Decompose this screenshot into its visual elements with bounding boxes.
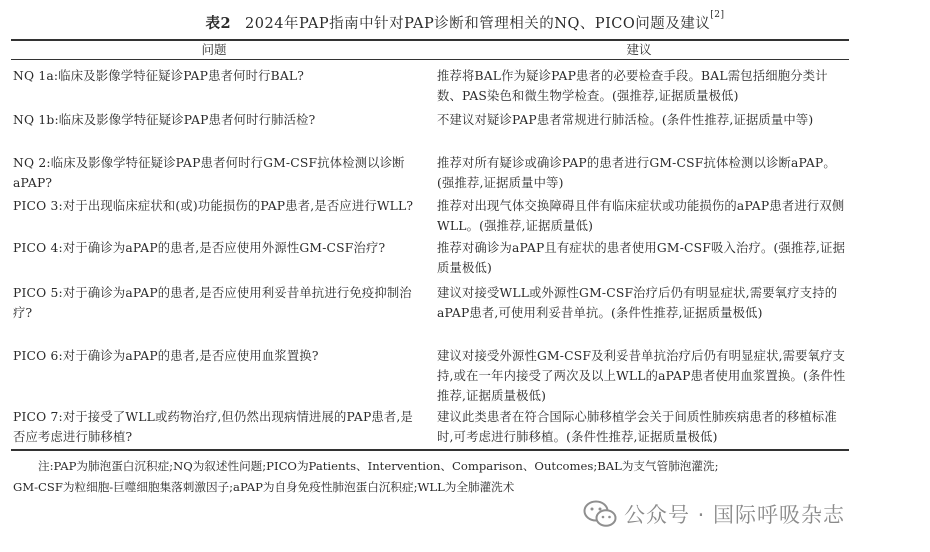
- table-bottom-rule: [11, 449, 849, 451]
- table-reference: [2]: [710, 10, 725, 20]
- row-5-recommendation: 推荐对确诊为aPAP且有症状的患者使用GM-CSF吸入治疗。(强推荐,证据质量极低): [437, 241, 846, 275]
- row-7-question: PICO 6:对于确诊为aPAP的患者,是否应使用血浆置换?: [13, 349, 319, 363]
- row-6-question: PICO 5:对于确诊为aPAP的患者,是否应使用利妥昔单抗进行免疫抑制治疗?: [13, 286, 412, 320]
- watermark: [583, 498, 845, 530]
- column-header-question: 问题: [201, 42, 227, 57]
- table-title: 2024年PAP指南中针对PAP诊断和管理相关的NQ、PICO问题及建议: [245, 16, 711, 32]
- watermark-text: 公众号 · 国际呼吸杂志: [624, 503, 846, 527]
- table-note-line-1: 注:PAP为肺泡蛋白沉积症;NQ为叙述性问题;PICO为Patients、Intervention、Comparison、Outcomes;BAL为支气管肺泡灌洗;: [38, 459, 719, 473]
- row-6-recommendation: 建议对接受WLL或外源性GM-CSF治疗后仍有明显症状,需要氧疗支持的aPAP患者,可使用利妥昔单抗。(条件性推荐,证据质量极低): [437, 286, 838, 320]
- row-8-recommendation: 建议此类患者在符合国际心肺移植学会关于间质性肺疾病患者的移植标准时,可考虑进行肺移植。(条件性推荐,证据质量极低): [437, 410, 837, 444]
- row-2-question: NQ 1b:临床及影像学特征疑诊PAP患者何时行肺活检?: [13, 113, 316, 127]
- table-caption: [0, 12, 930, 33]
- row-1-recommendation: 推荐将BAL作为疑诊PAP患者的必要检查手段。BAL需包括细胞分类计数、PAS染色和微生物学检查。(强推荐,证据质量极低): [437, 69, 828, 103]
- row-1-question: NQ 1a:临床及影像学特征疑诊PAP患者何时行BAL?: [13, 69, 305, 83]
- row-3-question: NQ 2:临床及影像学特征疑诊PAP患者何时行GM-CSF抗体检测以诊断aPAP?: [13, 156, 405, 190]
- row-5-question: PICO 4:对于确诊为aPAP的患者,是否应使用外源性GM-CSF治疗?: [13, 241, 386, 255]
- row-7-recommendation: 建议对接受外源性GM-CSF及利妥昔单抗治疗后仍有明显症状,需要氧疗支持,或在一年内接受了两次及以上WLL的aPAP患者使用血浆置换。(条件性推荐,证据质量极低): [437, 349, 846, 403]
- row-4-recommendation: 推荐对出现气体交换障碍且伴有临床症状或功能损伤的aPAP患者进行双侧WLL。(强推荐,证据质量低): [437, 199, 845, 233]
- table-note-line-2: GM-CSF为粒细胞-巨噬细胞集落刺激因子;aPAP为自身免疫性肺泡蛋白沉积症;WLL为全肺灌洗术: [13, 480, 515, 494]
- row-3-recommendation: 推荐对所有疑诊或确诊PAP的患者进行GM-CSF抗体检测以诊断aPAP。(强推荐,证据质量中等): [437, 156, 836, 190]
- wechat-icon: [583, 500, 617, 528]
- column-header-recommendation: 建议: [626, 42, 652, 57]
- row-2-recommendation: 不建议对疑诊PAP患者常规进行肺活检。(条件性推荐,证据质量中等): [437, 113, 814, 127]
- row-8-question: PICO 7:对于接受了WLL或药物治疗,但仍然出现病情进展的PAP患者,是否应考虑进行肺移植?: [13, 410, 414, 444]
- row-4-question: PICO 3:对于出现临床症状和(或)功能损伤的PAP患者,是否应进行WLL?: [13, 199, 414, 213]
- table-number: 表2: [205, 15, 232, 32]
- table-header-rule: [11, 59, 849, 60]
